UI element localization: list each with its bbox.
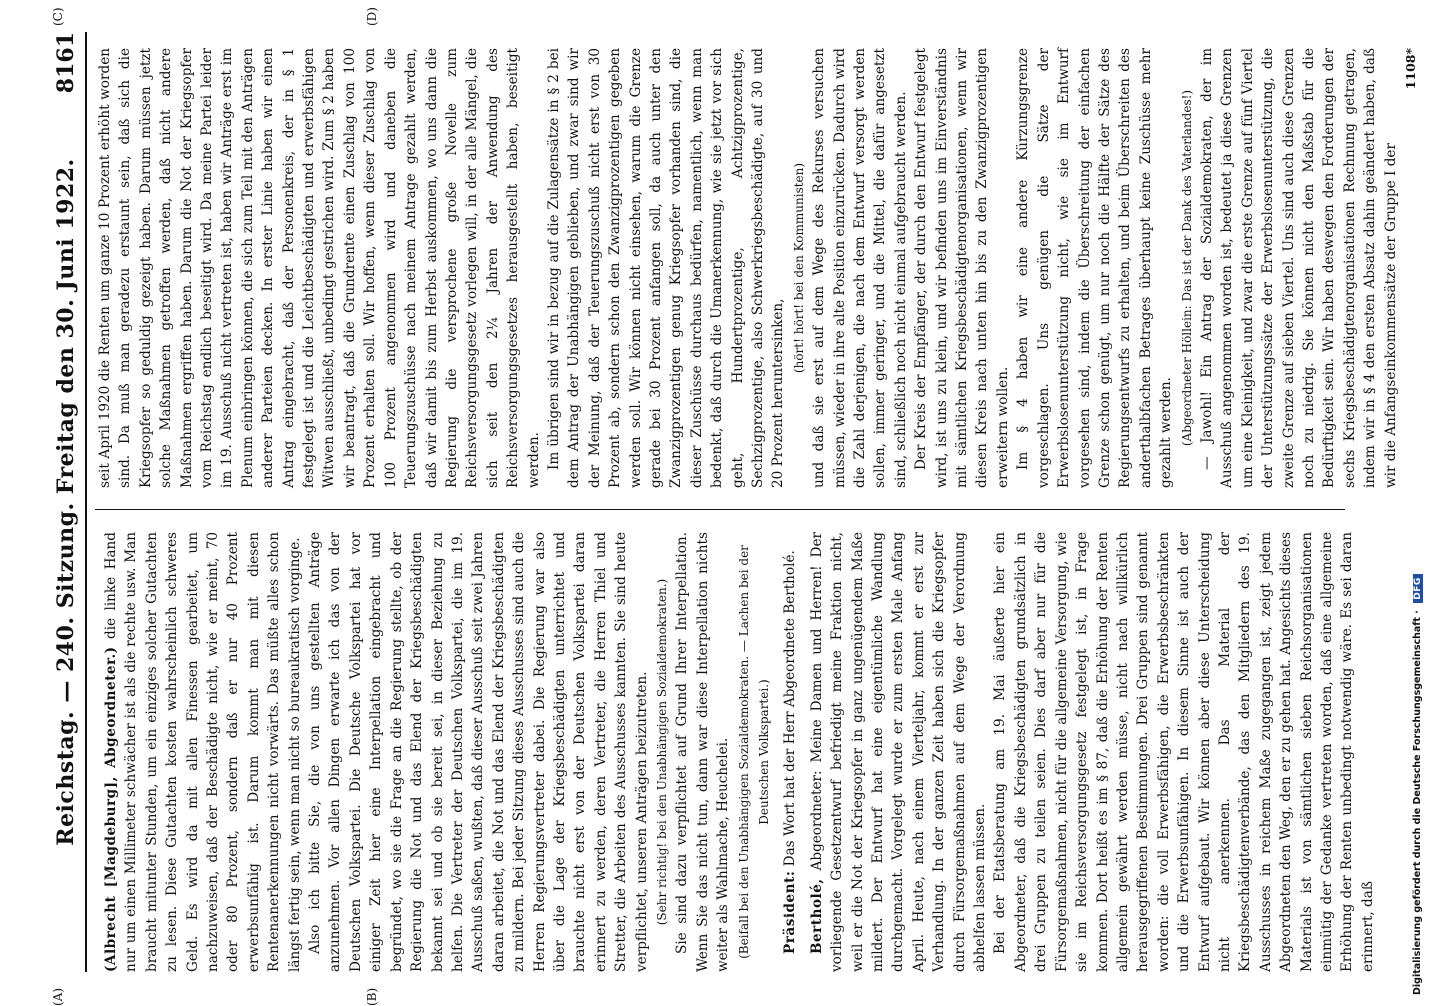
page-number: 8161 [53,32,79,94]
text-paragraph: — Jawohl! Ein Antrag der Sozialdemokraten, der im Ausschuß angenommen worden ist, bedeutet ja diese Grenzen um eine Kleinigkeit, und zwar die erste Grenze auf fünf Viertel der Unterstützungssätze der Erwerbslosenunterstützung, die zweite Grenze auf sieben Viertel. Uns sind auch diese Grenzen noch zu niedrig. Sie können nicht den Maßstab für die Bedürftigkeit sein. Wir haben deswegen den Forderungen der sechs Kriegsbeschädigtenorganisationen Rechnung getragen, indem wir in § 4 den ersten Absatz dahin geändert haben, daß wir die Anfangseinkommensätze der Gruppe I der [1198,48,1399,488]
speech-paragraph [807,532,991,972]
speaker-name: (Albrecht [Magdeburg], Abgeordneter.) [103,646,119,972]
text-paragraph: seit April 1920 die Renten um ganze 10 Prozent erhöht worden sind. Da muß man geradezu erstaunt sein, daß sich die Kriegsopfer so geduldig gezeigt haben. Darum müssen jetzt solche Maßnahmen getroffen werden, daß nicht andere Maßnahmen ergriffen haben. Darum die Not der Kriegsopfer vom Reichstag endlich beseitigt wird. Da meine Partei leider im 19. Ausschuß nicht vertreten ist, haben wir Anträge erst im Plenum einbringen können, die sich zum Teil mit den Anträgen anderer Parteien decken. In erster Linie haben wir einen Antrag eingebracht, daß der Personenkreis, der in § 1 festgelegt ist und die Leichtbeschädigten und erwerbsfähigen Witwen ausschließt, unbedingt gestrichen wird. Zum § 2 haben wir beantragt, daß die Grundrente einen Zuschlag von 100 Prozent erhalten soll. Wir hoffen, wenn dieser Zuschlag von 100 Prozent angenommen wird und daneben die Teuerungszuschüsse nach meinem Antrage gezahlt werden, daß wir damit bis zum Herbst auskommen, wo uns dann die Regierung die versprochene große Novelle zum Reichsversorgungsgesetz vorlegen will, in der alle Mängel, die sich seit den 2¼ Jahren der Anwendung des Reichsversorgungsgesetzes herausgestellt haben, beseitigt werden. [97,48,542,488]
margin-marker-d: (D) [365,7,379,26]
speech-paragraph [101,532,305,972]
interjection: (Sehr richtig! bei den Unabhängigen Sozialdemokraten.) [654,578,669,926]
dfg-logo: DFG [1413,574,1423,603]
speech-text: Das Wort hat der Herr Abgeordnete Bertholé. [782,550,799,867]
left-text-column [95,532,1376,972]
margin-marker-a: (A) [51,987,65,1006]
page-header [45,32,87,972]
interjection: (Abgeordneter Höllein: Das ist der Dank des Vaterlandes!) [1179,89,1194,447]
right-text-column [95,48,1418,488]
text-paragraph: Im übrigen sind wir in bezug auf die Zulagensätze in § 2 bei dem Antrag der Unabhängigen geblieben, und zwar sind wir der Meinung, daß der Teuerungszuschuß nicht erst von 30 Prozent ab, sondern schon den Zwanzigprozentigen gegeben werden soll. Wir können nicht einsehen, warum die Grenze gerade bei 30 Prozent anfangen soll, da auch unter den Zwanzigprozentigen genug Kriegsopfer vorhanden sind, die dieser Zuschüsse durchaus bedürfen, namentlich, wenn man bedenkt, daß durch die Umanerkennung, wie sie jetzt vor sich geht, Hundertprozentige, Achtzigprozentige, Sechzigprozentige, also Schwerkriegsbeschädigte, auf 30 und 20 Prozent heruntersinken, [545,48,787,488]
margin-marker-c: (C) [51,7,65,26]
margin-marker-b: (B) [365,987,379,1006]
text-paragraph: Bei der Etatsberatung am 19. Mai äußerte hier ein Abgeordneter, daß die Kriegsbeschädigten grundsätzlich in drei Gruppen zu teilen seien. Dies darf aber nur für die Fürsorgemaßnahmen, nicht für die allgemeine Versorgung, wie sie im Reichsversorgungsgesetz festgelegt ist, in Frage kommen. Dort heißt es im § 87, daß die Erhöhung der Renten allgemein gewährt werden müsse, nicht nach willkürlich herausgegriffenen Bestimmungen. Drei Gruppen sind genannt worden: die voll Erwerbsfähigen, die Erwerbsbeschränkten und die Erwerbsunfähigen. In diesem Sinne ist auch der Entwurf aufgebaut. Wir können aber diese Unterscheidung nicht anerkennen. Das Material der Kriegsbeschädigtenverbände, das den Mitgliedern des 19. Ausschusses in reichem Maße zugegangen ist, zeigt jedem Abgeordneten den Weg, den er zu gehen hat. Angesichts dieses Materials ist von sämtlichen sieben Reichsorganisationen einmütig der Gedanke vertreten worden, daß eine allgemeine Erhöhung der Renten unbedingt notwendig wäre. Es sei daran erinnert, daß [992,532,1376,972]
speaker-name: Präsident: [782,870,799,954]
speech-paragraph [780,532,800,972]
speech-text: die linke Hand nur um einen Millimeter schwächer ist als die rechte usw. Man braucht mitunter Stunden, um ein einziges solcher Gutachten zu lesen. Diese Gutachten kosten wahrscheinlich schweres Geld. Es wird da mit allen Finessen gearbeitet, um nachzuweisen, daß der Beschädigte nicht, wie er meint, 70 oder 80 Prozent, sondern daß er nur 40 Prozent erwerbsunfähig ist. Darum kommt man mit diesen Rentenanerkennungen nicht vorwärts. Das müßte alles schon längst fertig sein, wenn man nicht so bureaukratisch vorginge. [103,532,303,972]
text-paragraph: Der Kreis der Empfänger, der durch den Entwurf festgelegt wird, ist uns zu klein, und wir befinden uns im Einverständnis mit sämtlichen Kriegsbeschädigtenorganisationen, wenn wir diesen Kreis nach unten hin bis zu den Zwanzigprozentigen erweitern wollen. [913,48,1011,488]
text-paragraph: Also ich bitte Sie, die von uns gestellten Anträge anzunehmen. Vor allen Dingen erwarte ich das von der Deutschen Volkspartei. Die Deutsche Volkspartei hat vor einiger Zeit hier eine Interpellation eingebracht und begründet, wo sie die Frage an die Regierung stellte, ob der Regierung die Not und das Elend der Kriegsbeschädigten bekannt sei und ob sie bereit sei, in dieser Beziehung zu helfen. Die Vertreter der Deutschen Volkspartei, die im 19. Ausschuß saßen, wußten, daß dieser Ausschuß seit zwei Jahren daran arbeitet, die Not und das Elend der Kriegsbeschädigten zu mildern. Bei jeder Sitzung dieses Ausschusses sind auch die Herren Regierungsvertreter dabei. Die Regierung war also über die Lage der Kriegsbeschädigten unterrichtet und brauchte nicht erst von der Deutschen Volkspartei daran erinnert zu werden, deren Vertreter, die Herren Thiel und Stretter, die Arbeiten des Ausschusses kannten. Sie sind heute verpflichtet, unseren Anträgen beizutreten. [307,532,650,972]
speaker-name: Bertholé, [808,878,825,954]
column-divider [95,509,1345,510]
page-header-title: Reichstag. — 240. Sitzung. Freitag den 30. Juni 1922. [53,158,79,846]
text-paragraph: Sie sind dazu verpflichtet auf Grund Ihrer Interpellation. Wenn Sie das nicht tun, dann war diese Interpellation nichts weiter als Wahlmache, Heuchelei. [674,532,732,972]
speech-text: Abgeordneter: Meine Damen und Herren! Der vorliegende Gesetzentwurf befriedigt meine Fraktion nicht, weil er die Not der Kriegsopfer in ganz ungenügendem Maße mildert. Der Entwurf hat eine eigentümliche Wandlung durchgemacht. Vorgelegt wurde er zum ersten Male Anfang April. Heute, nach einem Vierteljahr, kommt er erst zur Verhandlung. In der ganzen Zeit haben sich die Kriegsopfer durch Fürsorgemaßnahmen auf dem Wege der Verordnung abhelfen lassen müssen. [808,532,989,972]
text-paragraph: und daß sie erst auf dem Wege des Rekurses versuchen müssen, wieder in ihre alte Position einzurücken. Dadurch wird die Zahl derjenigen, die nach dem Entwurf versorgt werden sollen, immer geringer, und die Mittel, die dafür angesetzt sind, schließlich noch nicht einmal aufgebraucht werden. [811,48,909,488]
digitization-note [1412,5,1423,995]
digitization-note-text: Digitalisierung gefördert durch die Deutsche Forschungsgemeinschaft · [1412,610,1423,995]
text-paragraph: Im § 4 haben wir eine andere Kürzungsgrenze vorgeschlagen. Uns genügen die Sätze der Erwerbslosenunterstützung nicht, wie sie im Entwurf vorgesehen sind, indem die Überschreitung der einfachen Grenze schon genügt, um nur noch die Hälfte der Sätze des Regierungsentwurfs zu erhalten, und beim Überschreiten des anderthalbfachen Betrages überhaupt keine Zuschüsse mehr gezahlt werden. [1015,48,1175,488]
sheet-number: 1108* [1403,48,1418,90]
interjection: (Beifall bei den Unabhängigen Sozialdemokraten. — Lachen bei der Deutschen Volkspartei.) [736,545,771,959]
interjection: (hört! hört! bei den Kommunisten) [791,162,806,374]
